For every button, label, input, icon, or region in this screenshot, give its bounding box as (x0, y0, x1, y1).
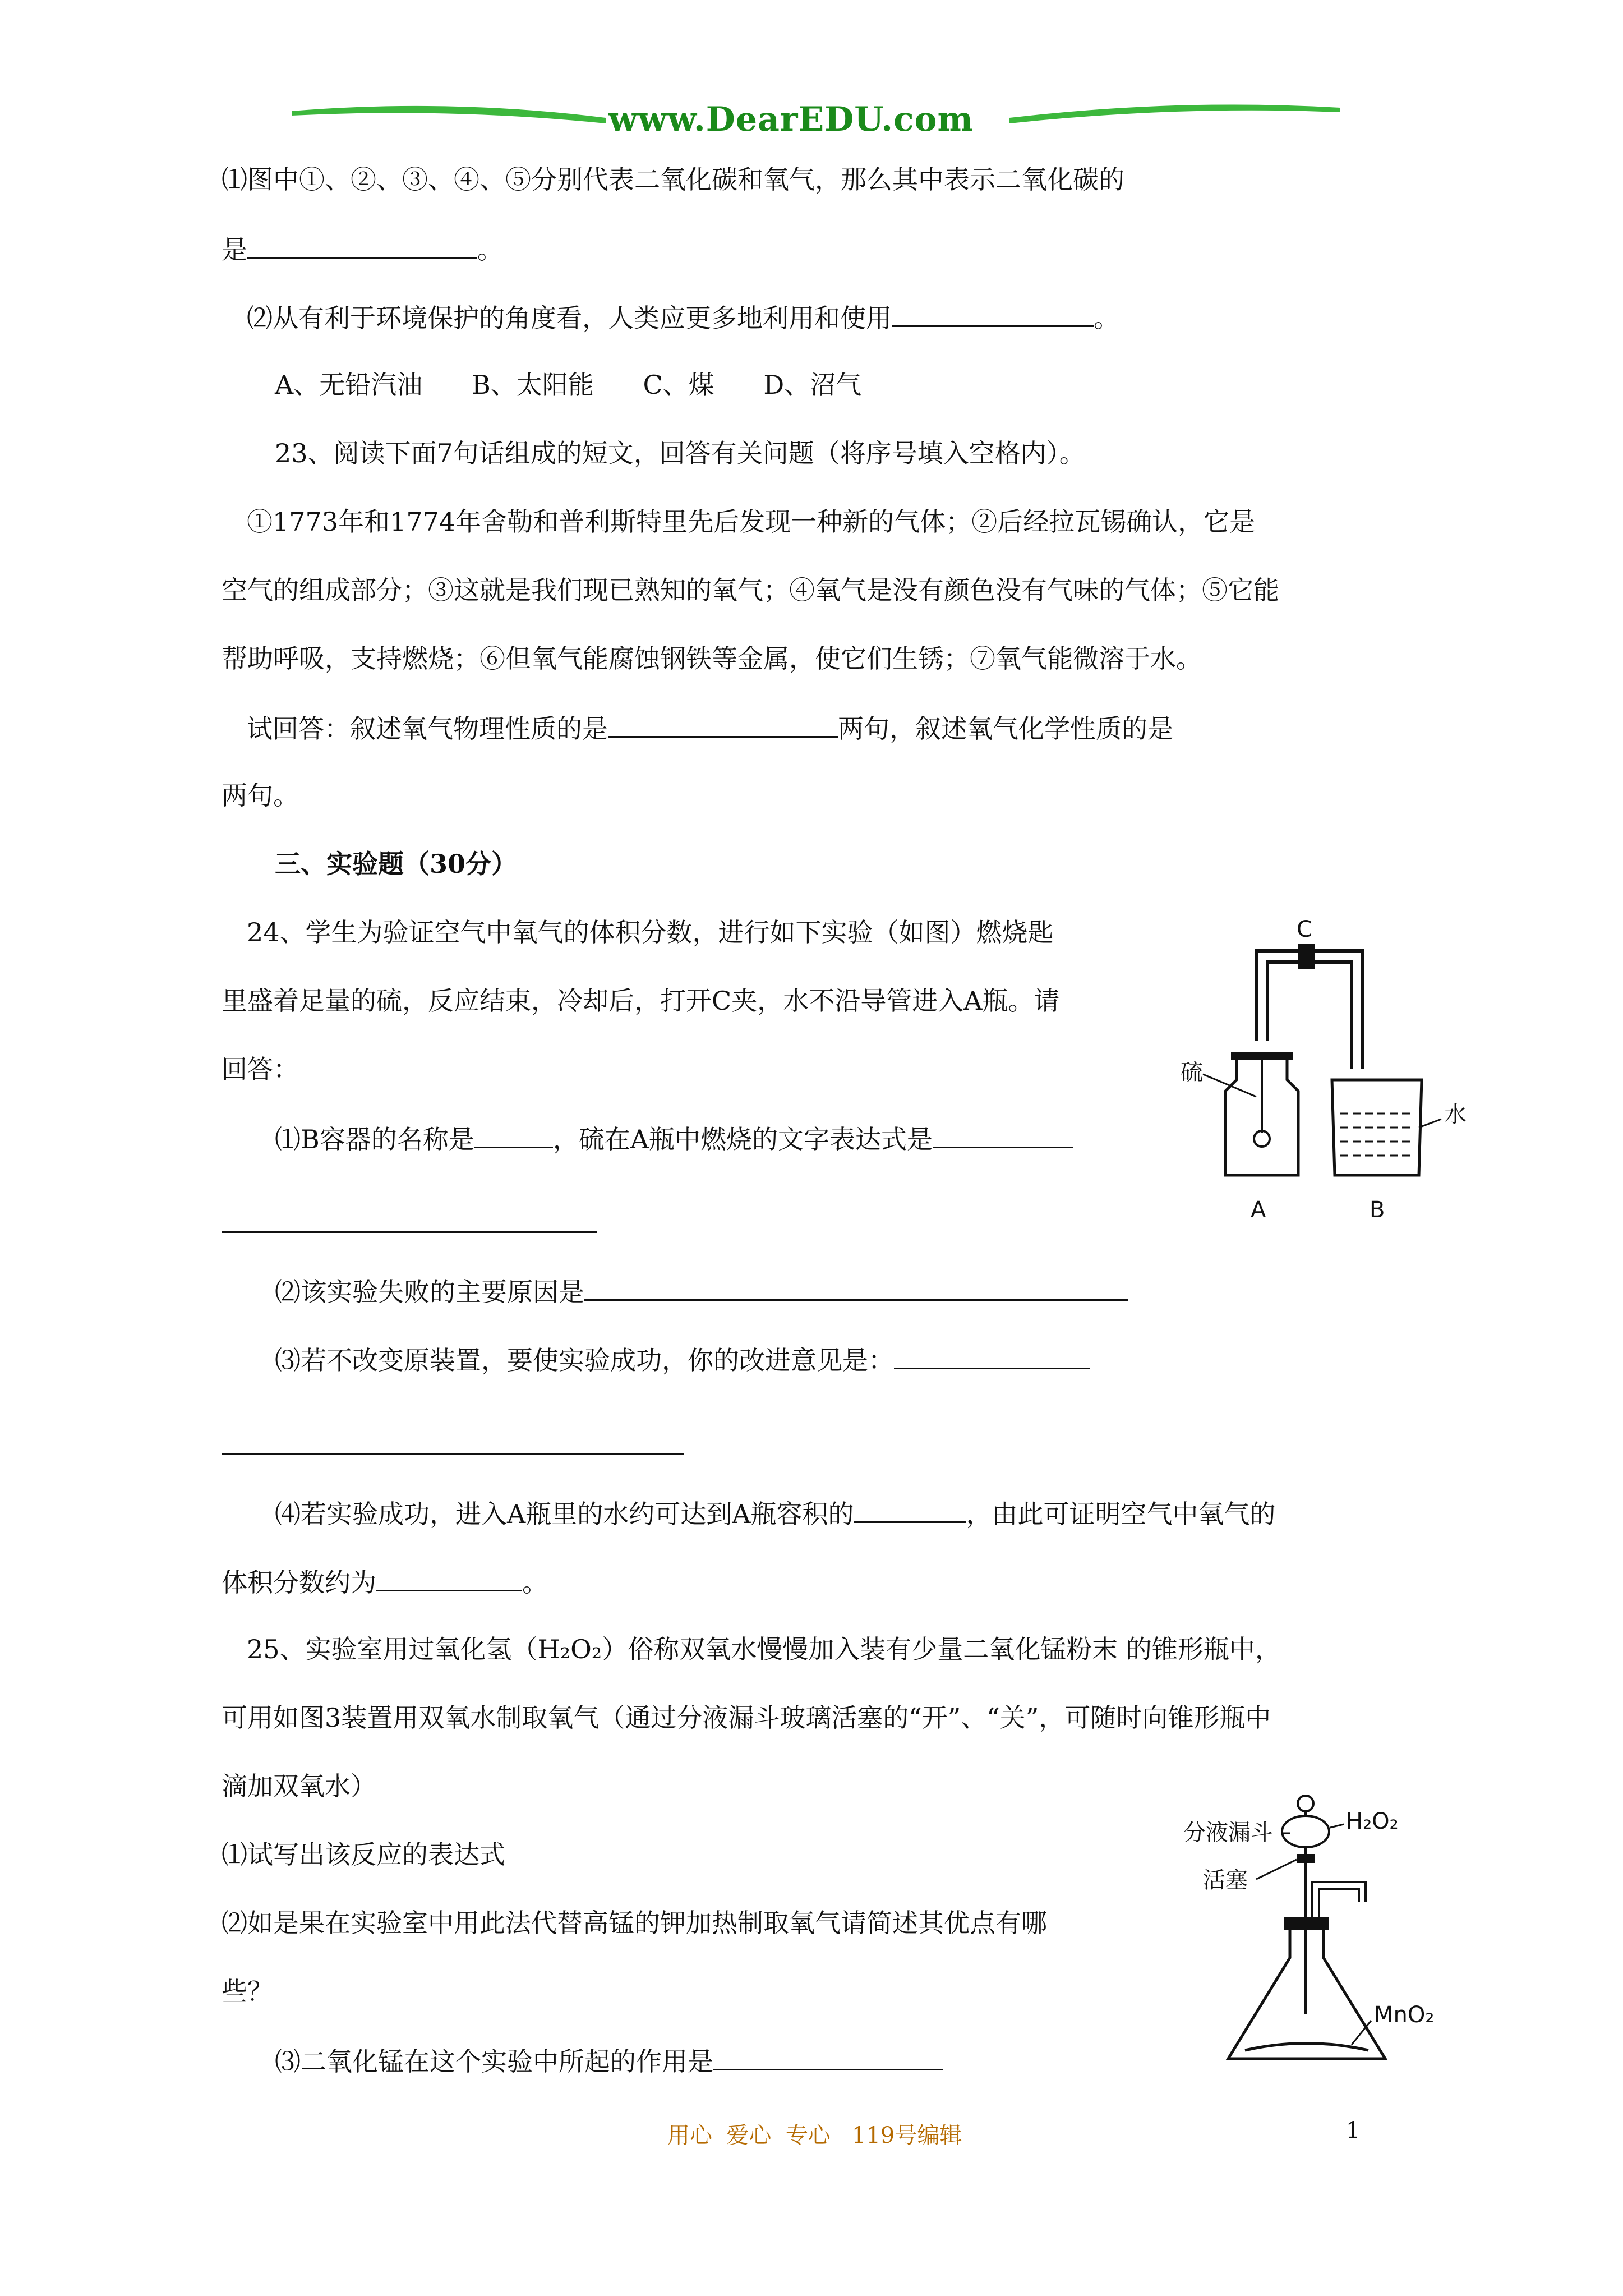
label-a: A (1251, 1197, 1266, 1223)
q24-text-line1: 24、学生为验证空气中氧气的体积分数，进行如下实验（如图）燃烧匙 (247, 917, 1054, 947)
q24-part1: ⑴B容器的名称是 ，硫在A瓶中燃烧的文字表达式是 (275, 1121, 1073, 1156)
label-c: C (1297, 917, 1312, 942)
q25-apparatus-figure (1172, 1789, 1486, 2081)
label-h2o2: H₂O₂ (1346, 1809, 1399, 1834)
q24-part4-cont: 体积分数约为 。 (222, 1564, 548, 1599)
q22-options: A、无铅汽油 B、太阳能 C、煤 D、沼气 (275, 370, 862, 400)
q25-part2-cont: 些？ (222, 1976, 273, 2007)
label-b: B (1370, 1197, 1385, 1223)
q23-text-line3: 帮助呼吸，支持燃烧；⑥但氧气能腐蚀钢铁等金属，使它们生锈；⑦氧气能微溶于水。 (222, 643, 1202, 674)
answer-blank[interactable] (608, 710, 838, 738)
q23-question: 试回答：叙述氧气物理性质的是 两句，叙述氧气化学性质的是 (247, 710, 1173, 746)
label-sulfur: 硫 (1181, 1060, 1203, 1085)
q25-part1: ⑴试写出该反应的表达式 (222, 1839, 505, 1870)
q23-title: 23、阅读下面7句话组成的短文，回答有关问题（将序号填入空格内）。 (275, 438, 1085, 468)
q25-text-line3: 滴加双氧水） (222, 1771, 376, 1801)
q23-text-line1: ①1773年和1774年舍勒和普利斯特里先后发现一种新的气体；②后经拉瓦锡确认，它是 (247, 507, 1256, 537)
q24-text-line3: 回答： (222, 1054, 299, 1084)
section-title: 三、实验题（30分） (275, 849, 518, 879)
page-number: 1 (1346, 2118, 1361, 2143)
footer-text: 用心 爱心 专心 119号编辑 (667, 2123, 962, 2148)
q24-apparatus-figure (1172, 912, 1486, 1223)
header-logo[interactable]: www.DearEDU.com (608, 100, 974, 139)
q24-text-line2: 里盛着足量的硫，反应结束，冷却后，打开C夹，水不沿导管进入A瓶。请 (222, 986, 1060, 1016)
q24-part4: ⑷若实验成功，进入A瓶里的水约可达到A瓶容积的 ，由此可证明空气中氧气的 (275, 1496, 1275, 1531)
answer-blank[interactable] (584, 1273, 1128, 1301)
answer-blank[interactable] (713, 2043, 943, 2070)
answer-blank[interactable] (933, 1121, 1073, 1148)
answer-blank[interactable] (854, 1496, 966, 1523)
q24-part2: ⑵该实验失败的主要原因是 (275, 1273, 1128, 1309)
answer-blank[interactable] (222, 1453, 684, 1455)
q23-text-line2: 空气的组成部分；③这就是我们现已熟知的氧气；④氧气是没有颜色没有气味的气体；⑤它能 (222, 575, 1279, 605)
answer-blank[interactable] (376, 1564, 522, 1591)
answer-blank[interactable] (247, 231, 477, 259)
answer-blank[interactable] (474, 1121, 553, 1148)
label-stopcock: 活塞 (1203, 1867, 1248, 1893)
q22-part1-cont: 是 。 (222, 231, 503, 266)
q25-part3: ⑶二氧化锰在这个实验中所起的作用是 (275, 2043, 943, 2078)
q22-part2: ⑵从有利于环境保护的角度看，人类应更多地利用和使用 。 (247, 300, 1119, 335)
label-water: 水 (1444, 1102, 1467, 1128)
q25-text-line1: 25、实验室用过氧化氢（H₂O₂）俗称双氧水慢慢加入装有少量二氧化锰粉末 的锥形瓶中， (247, 1634, 1281, 1664)
label-mno2: MnO₂ (1374, 2002, 1435, 2028)
label-funnel: 分液漏斗 (1183, 1820, 1273, 1846)
q24-part3: ⑶若不改变原装置，要使实验成功，你的改进意见是： (275, 1342, 1090, 1377)
answer-blank[interactable] (222, 1231, 597, 1233)
q23-question-end: 两句。 (222, 780, 299, 811)
q25-part2: ⑵如是果在实验室中用此法代替高锰的钾加热制取氧气请简述其优点有哪 (222, 1908, 1047, 1938)
q25-text-line2: 可用如图3装置用双氧水制取氧气（通过分液漏斗玻璃活塞的“开”、“关”，可随时向锥形瓶中 (222, 1703, 1271, 1733)
answer-blank[interactable] (894, 1342, 1090, 1369)
q22-part1: ⑴图中①、②、③、④、⑤分别代表二氧化碳和氧气，那么其中表示二氧化碳的 (222, 164, 1124, 195)
answer-blank[interactable] (892, 300, 1094, 327)
